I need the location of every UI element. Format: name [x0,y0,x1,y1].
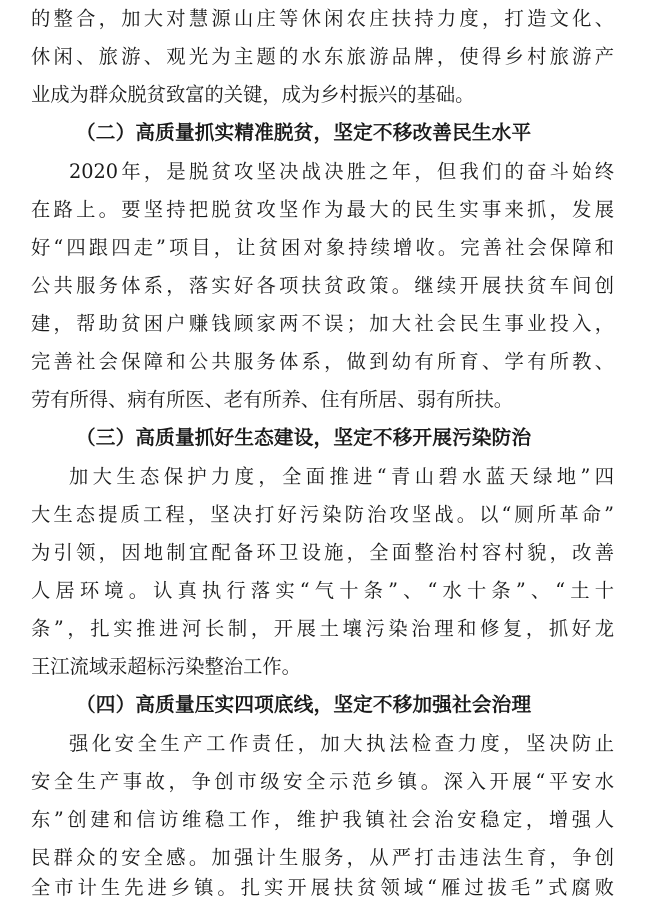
body-text-line: 建，帮助贫困户赚钱顾家两不误；加大社会民生事业投入， [31,312,614,335]
body-text-line: 公共服务体系，落实好各项扶贫政策。继续开展扶贫车间创 [31,274,614,297]
body-text-line: 2020年，是脱贫攻坚决战决胜之年，但我们的奋斗始终 [69,160,614,183]
body-text-line: 好“四跟四走”项目，让贫困对象持续增收。完善社会保障和 [31,236,614,259]
body-text-line: 的整合，加大对慧源山庄等休闲农庄扶持力度，打造文化、 [31,7,614,30]
body-text-line: 全市计生先进乡镇。扎实开展扶贫领域“雁过拔毛”式腐败 [31,876,614,899]
body-text-line: 强化安全生产工作责任，加大执法检查力度，坚决防止 [69,732,614,755]
body-text-line: 加大生态保护力度，全面推进“青山碧水蓝天绿地”四 [69,465,614,488]
body-text-line: 休闲、旅游、观光为主题的水东旅游品牌，使得乡村旅游产 [31,45,614,68]
section-heading: （二）高质量抓实精准脱贫，坚定不移改善民生水平 [76,121,532,144]
section-heading: （三）高质量抓好生态建设，坚定不移开展污染防治 [76,426,532,449]
body-text-line: 东”创建和信访维稳工作，维护我镇社会治安稳定，增强人 [31,808,614,831]
body-text-line: 为引领，因地制宜配备环卫设施，全面整治村容村貌，改善 [31,541,614,564]
body-text-line: 条”，扎实推进河长制，开展土壤污染治理和修复，抓好龙 [31,617,614,640]
section-heading: （四）高质量压实四项底线，坚定不移加强社会治理 [76,693,532,716]
body-text-line: 劳有所得、病有所医、老有所养、住有所居、弱有所扶。 [31,388,514,411]
body-text-line: 业成为群众脱贫致富的关键，成为乡村振兴的基础。 [31,83,475,106]
body-text-line: 民群众的安全感。加强计生服务，从严打击违法生育，争创 [31,846,614,869]
body-text-line: 在路上。要坚持把脱贫攻坚作为最大的民生实事来抓，发展 [31,198,614,221]
body-text-line: 人居环境。认真执行落实“气十条”、“水十条”、“土十 [31,579,614,602]
body-text-line: 安全生产事故，争创市级安全示范乡镇。深入开展“平安水 [31,770,614,793]
body-text-line: 大生态提质工程，坚决打好污染防治攻坚战。以“厕所革命” [31,503,614,526]
body-text-line: 王江流域汞超标污染整治工作。 [31,655,301,678]
body-text-line: 完善社会保障和公共服务体系，做到幼有所育、学有所教、 [31,350,614,373]
